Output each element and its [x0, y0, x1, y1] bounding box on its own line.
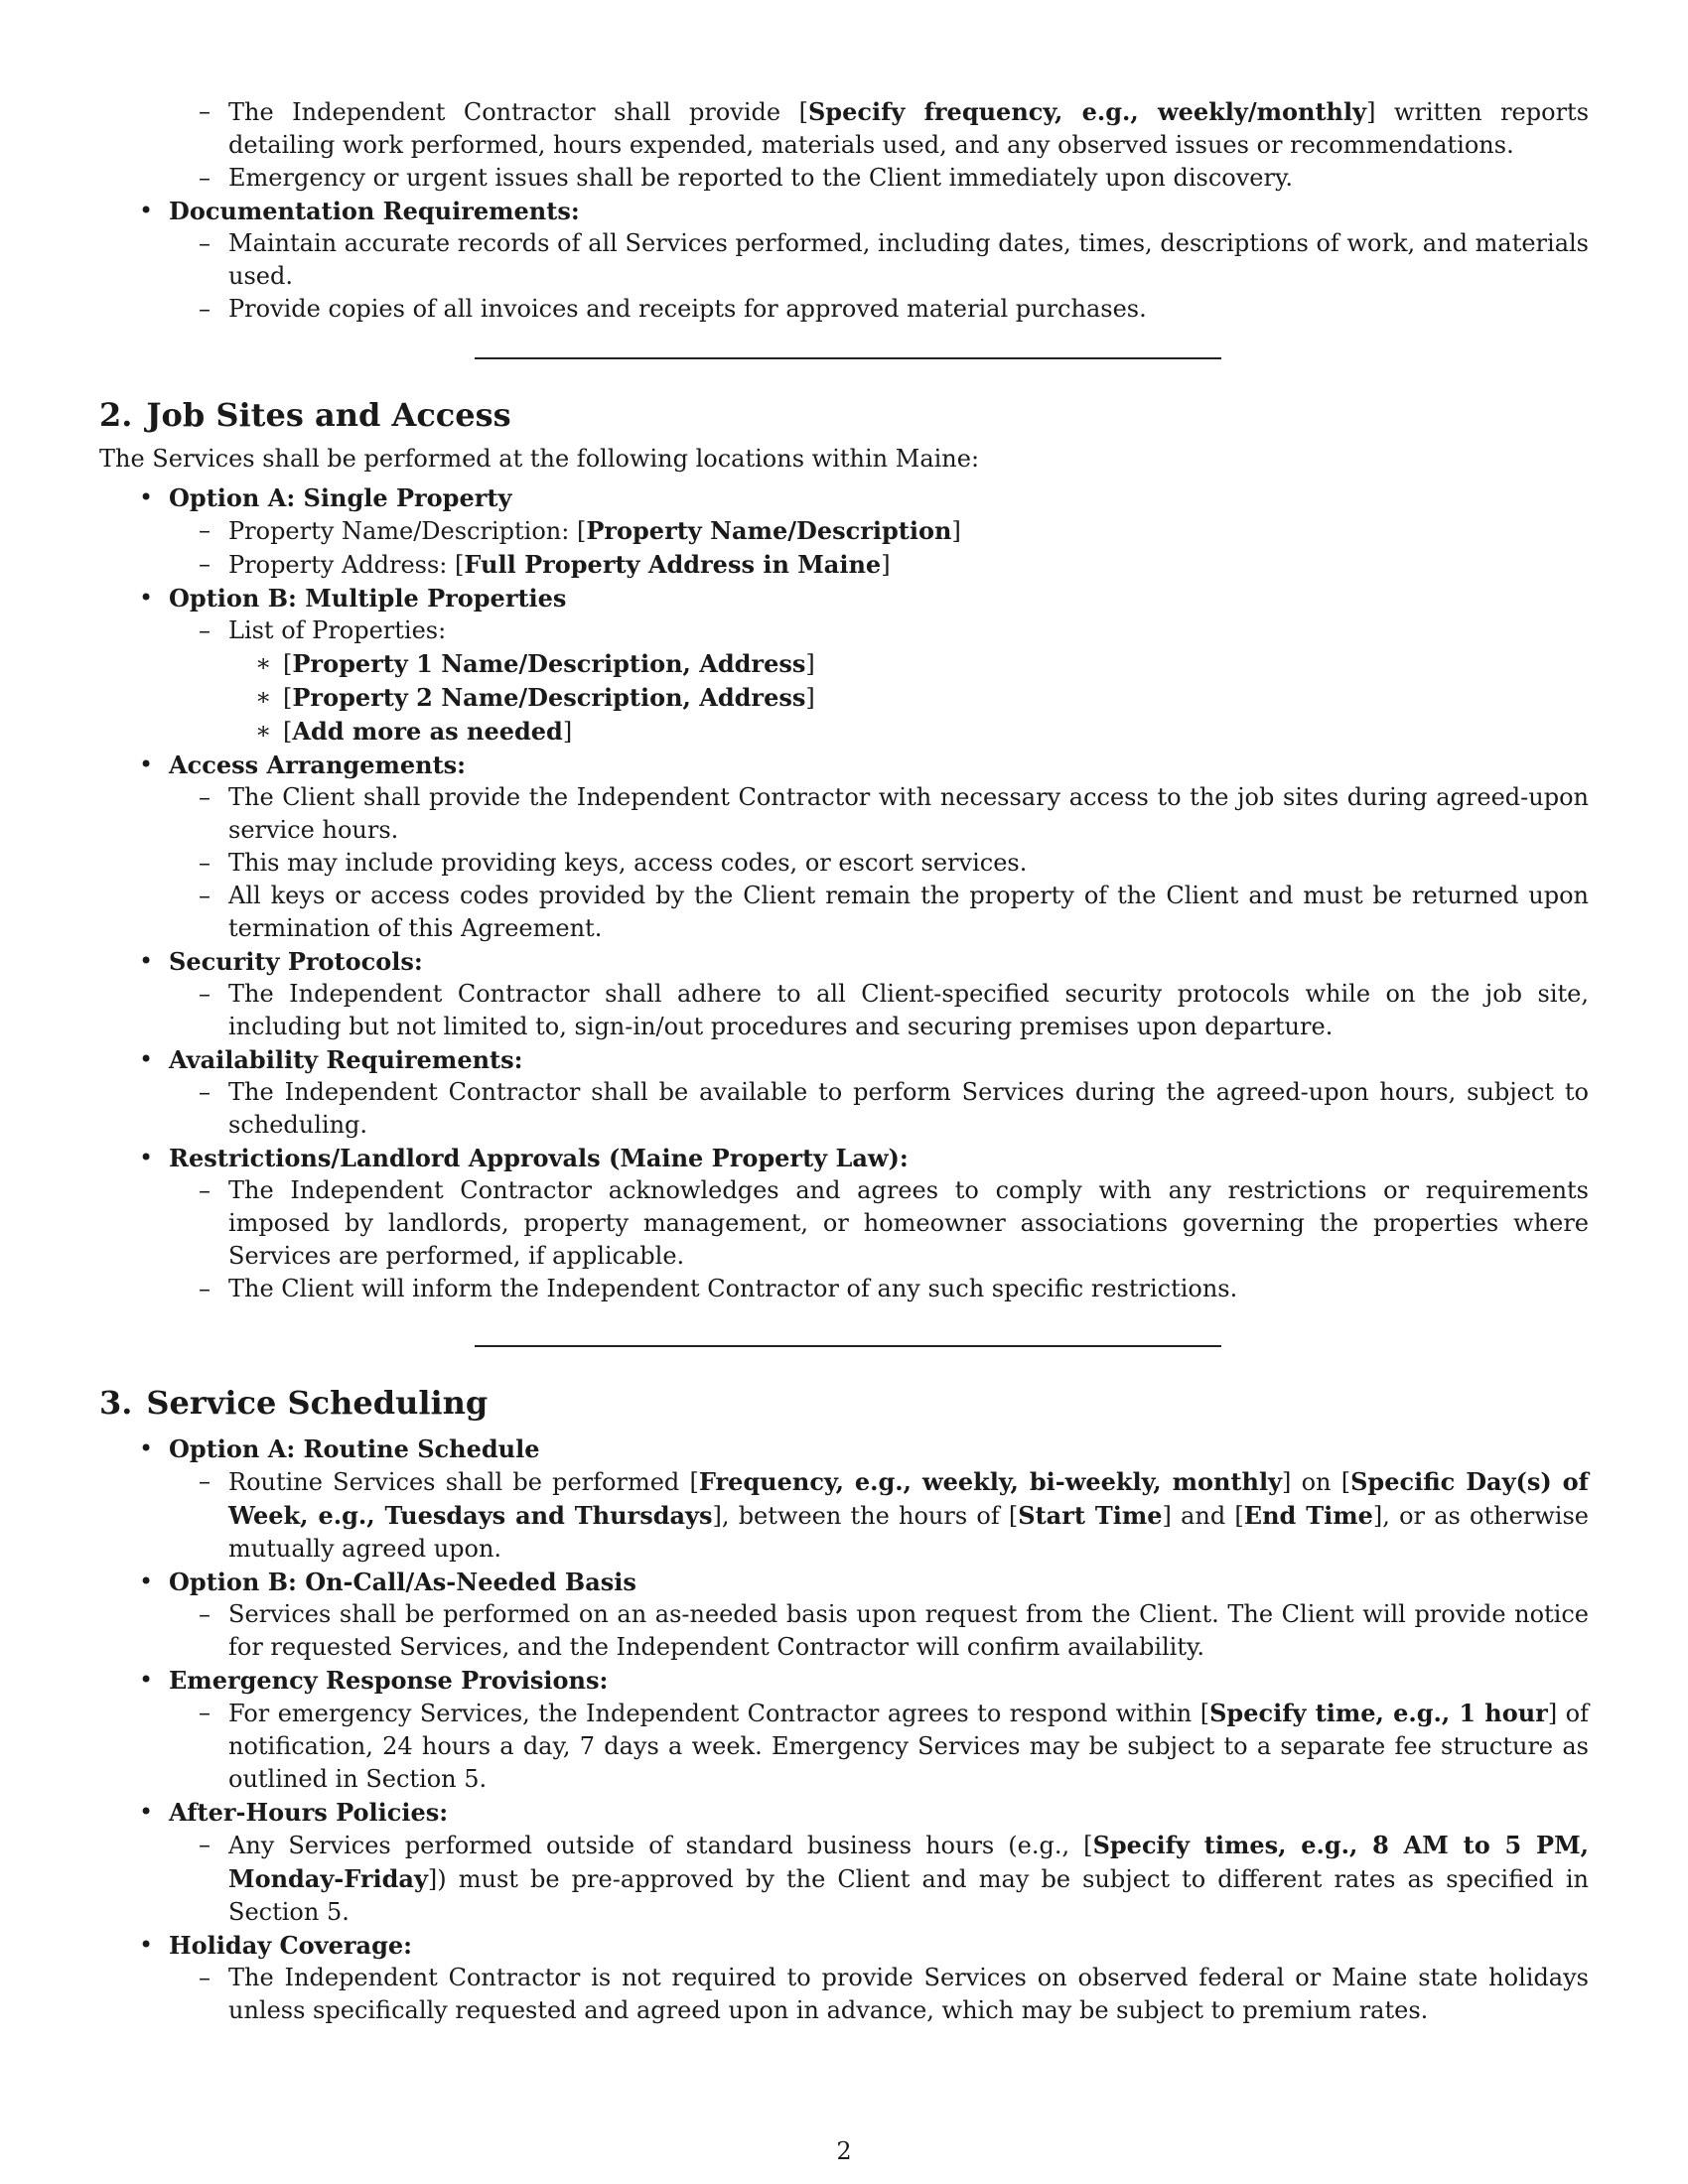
list-item [99, 95, 1589, 195]
restrictions-heading: Restrictions/Landlord Approvals (Maine Property Law): [169, 1144, 909, 1172]
documentation-heading: Documentation Requirements: [169, 197, 580, 225]
dash-marker: – [199, 97, 211, 125]
property-item: Add more as needed [292, 717, 563, 746]
reporting-paragraph: The Independent Contractor shall provide [Specify frequency, e.g., weekly/monthly] written reports detailing work performed, hours expended, materials used, and any observed issues or recommendations. [228, 97, 1590, 159]
bullet-marker: • [139, 1931, 154, 1959]
list-item [99, 1433, 1589, 1566]
list-item [169, 514, 1589, 548]
access-heading: Access Arrangements: [169, 751, 467, 779]
property-address-line: Property Address: [Full Property Address in Maine] [228, 550, 891, 579]
list-item [99, 1664, 1589, 1796]
list-item [99, 1796, 1589, 1929]
document-page [99, 95, 1589, 2027]
documentation-paragraph: Maintain accurate records of all Services performed, including dates, times, descriptions of work, and materials used. [228, 229, 1589, 290]
dash-marker: – [199, 980, 211, 1008]
on-call-heading: Option B: On-Call/As-Needed Basis [169, 1568, 636, 1596]
dash-marker: – [199, 1467, 211, 1495]
star-marker: ∗ [255, 683, 272, 711]
list-item [99, 1566, 1589, 1664]
holiday-paragraph: The Independent Contractor is not required to provide Services on observed federal or Maine state holidays unless specifically requested and agreed upon in advance, which may be subject to premium rates. [228, 1964, 1589, 2024]
bullet-marker: • [139, 1434, 154, 1462]
property-item: Property 1 Name/Description, Address [292, 649, 806, 678]
list-item [169, 1273, 1589, 1305]
routine-heading: Option A: Routine Schedule [169, 1434, 540, 1463]
list-item [99, 1142, 1589, 1305]
dash-marker: – [199, 229, 211, 257]
after-hours-paragraph: Any Services performed outside of standard business hours (e.g., [Specify times, e.g., 8 AM to 5 PM, Monday-Friday]) must be pre-approved by the Client and may be subject to different rates as specified in Section 5. [228, 1831, 1590, 1926]
option-b-heading: Option B: Multiple Properties [169, 584, 567, 613]
list-item [99, 582, 1589, 749]
dash-marker: – [199, 1699, 211, 1726]
emergency-heading: Emergency Response Provisions: [169, 1666, 609, 1695]
list-item [169, 978, 1589, 1043]
list-item [169, 847, 1589, 880]
list-item: ∗ [Property 2 Name/Description, Address] [255, 683, 815, 712]
page-number: 2 [836, 2137, 852, 2165]
list-item [169, 1697, 1589, 1796]
section-2-heading: 2. Job Sites and Access [99, 396, 511, 434]
list-item [169, 95, 1589, 162]
list-item: ∗ [Property 1 Name/Description, Address] [255, 649, 815, 678]
dash-marker: – [199, 550, 211, 578]
urgent-issues-paragraph: Emergency or urgent issues shall be reported to the Client immediately upon discovery. [228, 164, 1293, 192]
emergency-paragraph: For emergency Services, the Independent Contractor agrees to respond within [Specify time, e.g., 1 hour] of notification, 24 hours a day, 7 days a week. Emergency Services may be subject to a separate fee structure as outlined in Section 5. [228, 1699, 1589, 1793]
dash-marker: – [199, 1078, 211, 1106]
holiday-heading: Holiday Coverage: [169, 1931, 412, 1960]
dash-marker: – [199, 616, 211, 644]
bullet-marker: • [139, 1045, 154, 1073]
access-paragraph: This may include providing keys, access codes, or escort services. [228, 849, 1028, 877]
bullet-marker: • [139, 751, 154, 778]
section-2-intro: The Services shall be performed at the following locations within Maine: [99, 445, 980, 473]
bullet-marker: • [139, 483, 154, 511]
list-item: ∗ [Add more as needed] [255, 717, 573, 746]
restrictions-paragraph: The Independent Contractor acknowledges and agrees to comply with any restrictions or requirements imposed by landlords, property management, or homeowner associations governing the properties where Services are performed, if applicable. [228, 1176, 1589, 1270]
bullet-marker: • [139, 947, 154, 975]
dash-marker: – [199, 849, 211, 877]
bullet-marker: • [139, 1568, 154, 1595]
list-item [169, 1598, 1589, 1664]
bullet-marker: • [139, 584, 154, 612]
list-item [169, 162, 1589, 195]
list-item [99, 1929, 1589, 2027]
list-item [169, 614, 1589, 749]
dash-marker: – [199, 783, 211, 811]
dash-marker: – [199, 1275, 211, 1302]
dash-marker: – [199, 1964, 211, 1991]
reporting-list [99, 95, 1589, 326]
dash-marker: – [199, 516, 211, 544]
after-hours-heading: After-Hours Policies: [169, 1798, 449, 1827]
availability-heading: Availability Requirements: [169, 1045, 523, 1074]
on-call-paragraph: Services shall be performed on an as-needed basis upon request from the Client. The Client will provide notice for requested Services, and the Independent Contractor will confirm availability. [228, 1600, 1589, 1661]
star-marker: ∗ [255, 717, 272, 745]
list-item [169, 227, 1589, 293]
properties-list-label: List of Properties: [228, 616, 447, 644]
list-item [99, 195, 1589, 326]
list-item [169, 1962, 1589, 2027]
list-item [99, 1043, 1589, 1142]
list-item [169, 1076, 1589, 1142]
section-divider [475, 357, 1221, 359]
section-divider [475, 1345, 1221, 1347]
bullet-marker: • [139, 1798, 154, 1826]
routine-paragraph: Routine Services shall be performed [Frequency, e.g., weekly, bi-weekly, monthly] on [Specific Day(s) of Week, e.g., Tuesdays and Thursdays], between the hours of [Start Time] and [End Time], or as otherwise mutually agreed upon. [228, 1467, 1590, 1563]
restrictions-paragraph: The Client will inform the Independent Contractor of any such specific restrictions. [228, 1275, 1238, 1302]
bullet-marker: • [139, 1144, 154, 1171]
property-item: Property 2 Name/Description, Address [292, 683, 806, 712]
list-item [169, 1174, 1589, 1273]
dash-marker: – [199, 295, 211, 323]
bullet-marker: • [139, 1666, 154, 1694]
access-paragraph: All keys or access codes provided by the Client remain the property of the Client and must be returned upon termination of this Agreement. [228, 882, 1589, 942]
list-item [169, 293, 1589, 326]
dash-marker: – [199, 1176, 211, 1204]
section-2-list [99, 481, 1589, 1305]
list-item [99, 481, 1589, 582]
option-a-heading: Option A: Single Property [169, 483, 512, 512]
bullet-marker: • [139, 197, 154, 224]
security-heading: Security Protocols: [169, 947, 423, 976]
dash-marker: – [199, 1600, 211, 1628]
property-name-line: Property Name/Description: [Property Name/Description] [228, 516, 961, 545]
security-paragraph: The Independent Contractor shall adhere to all Client-specified security protocols while on the job site, including but not limited to, sign-in/out procedures and securing premises upon departure. [228, 980, 1589, 1040]
dash-marker: – [199, 164, 211, 192]
list-item [99, 749, 1589, 945]
list-item [169, 1829, 1589, 1929]
availability-paragraph: The Independent Contractor shall be available to perform Services during the agreed-upon hours, subject to scheduling. [228, 1078, 1589, 1139]
dash-marker: – [199, 1831, 211, 1858]
star-marker: ∗ [255, 649, 272, 677]
list-item [169, 781, 1589, 847]
list-item [99, 945, 1589, 1043]
section-3-heading: 3. Service Scheduling [99, 1384, 489, 1422]
list-item [169, 880, 1589, 945]
access-paragraph: The Client shall provide the Independent Contractor with necessary access to the job sites during agreed-upon service hours. [228, 783, 1589, 844]
list-item [169, 548, 1589, 582]
documentation-paragraph: Provide copies of all invoices and receipts for approved material purchases. [228, 295, 1147, 323]
list-item [169, 1465, 1589, 1566]
section-3-list [99, 1433, 1589, 2027]
dash-marker: – [199, 882, 211, 909]
